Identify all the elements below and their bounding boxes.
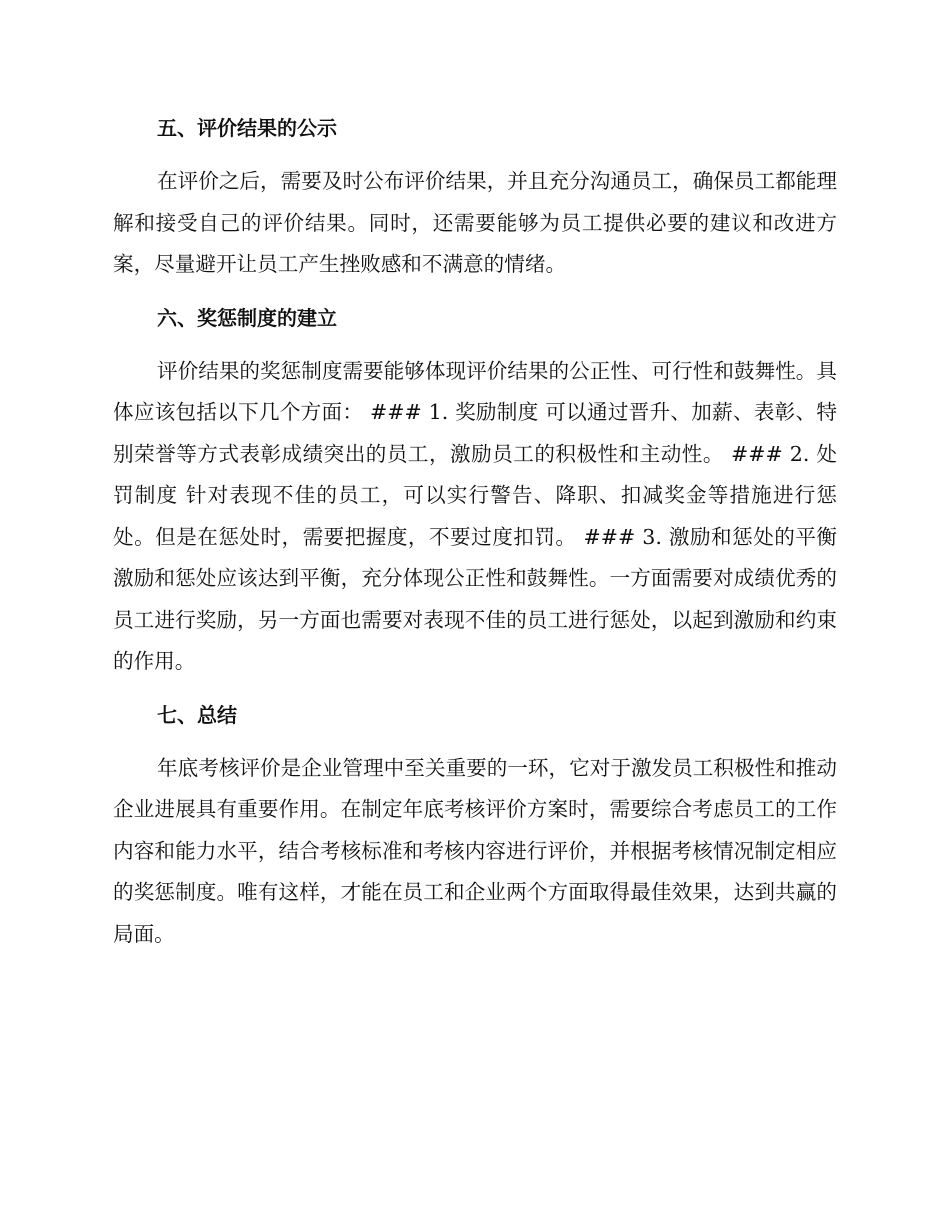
section-paragraph-summary: 年底考核评价是企业管理中至关重要的一环，它对于激发员工积极性和推动企业进展具有重要作用。在制定年底考核评价方案时，需要综合考虑员工的工作内容和能力水平，结合考核标准和考核内容进行评价，并根据考核情况制定相应的奖惩制度。唯有这样，才能在员工和企业两个方面取得最佳效果，达到共赢的局面。 bbox=[113, 755, 837, 946]
section-paragraph-result-publication: 在评价之后，需要及时公布评价结果，并且充分沟通员工，确保员工都能理解和接受自己的评价结果。同时，还需要能够为员工提供必要的建议和改进方案，尽量避开让员工产生挫败感和不满意的情绪。 bbox=[113, 169, 837, 276]
section-paragraph-reward-punishment: 评价结果的奖惩制度需要能够体现评价结果的公正性、可行性和鼓舞性。具体应该包括以下几个方面： ### 1. 奖励制度 可以通过晋升、加薪、表彰、特别荣誉等方式表彰成绩突出的员工，激励员工的积极性和主动性。 ### 2. 处罚制度 针对表现不佳的员工，可以实行警告、降职、扣减奖金等措施进行惩处。但是在惩处时，需要把握度，不要过度扣罚。 ### 3. 激励和惩处的平衡 激励和惩处应该达到平衡，充分体现公正性和鼓舞性。一方面需要对成绩优秀的员工进行奖励，另一方面也需要对表现不佳的员工进行惩处，以起到激励和约束的作用。 bbox=[113, 358, 837, 673]
document-body bbox=[113, 108, 837, 955]
section-heading-reward-punishment: 六、奖惩制度的建立 bbox=[157, 305, 337, 330]
section-heading-result-publication: 五、评价结果的公示 bbox=[157, 116, 337, 140]
section-heading-summary: 七、总结 bbox=[157, 702, 237, 727]
